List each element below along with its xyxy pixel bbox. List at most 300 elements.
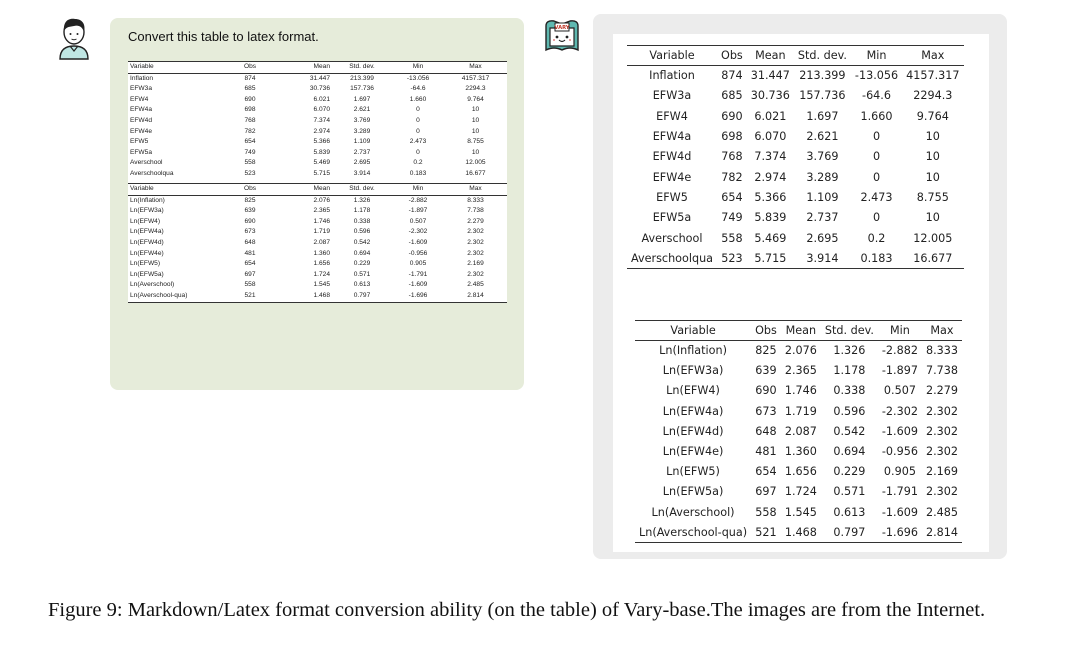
source-table-row	[128, 249, 507, 260]
output-cell: 0.905	[883, 465, 916, 479]
source-cell: 0.596	[353, 228, 371, 236]
source-cell: 1.746	[313, 217, 330, 225]
output-cell: 0	[872, 170, 881, 184]
output-table-row	[635, 341, 962, 361]
source-cell: -1.696	[392, 291, 444, 302]
source-table-image	[128, 61, 507, 303]
output-cell: Ln(EFW4d)	[662, 424, 724, 438]
response-panel	[593, 14, 1007, 559]
output-header-cell: Min	[878, 321, 922, 341]
output-cell: 654	[721, 190, 743, 204]
source-header-cell: Mean	[268, 62, 332, 74]
source-table-row	[128, 158, 507, 169]
output-cell: 558	[721, 231, 743, 245]
output-table-row	[635, 462, 962, 482]
output-cell: 2.621	[806, 130, 839, 144]
output-cell: 0.694	[833, 445, 866, 459]
output-cell: 698	[721, 130, 743, 144]
output-table-row	[635, 522, 962, 542]
source-cell: 8.755	[467, 138, 484, 146]
source-cell: 0.338	[353, 217, 371, 225]
output-cell: 2.473	[860, 190, 893, 204]
source-table-row	[128, 137, 507, 148]
source-cell: -2.302	[408, 228, 428, 236]
source-cell: 698	[244, 106, 256, 114]
output-cell: Ln(EFW4a)	[662, 404, 724, 418]
source-cell: 5.366	[313, 138, 330, 146]
source-cell: 5.469	[313, 159, 330, 167]
output-cell: 2.814	[922, 522, 962, 542]
source-cell: 4157.317	[461, 74, 490, 82]
source-cell: 157.736	[350, 85, 374, 93]
source-cell: -13.056	[406, 74, 430, 82]
source-cell: 5.715	[313, 169, 330, 177]
source-cell: 782	[244, 127, 256, 135]
source-cell: 2.737	[353, 148, 371, 156]
output-cell: EFW4	[656, 109, 688, 123]
source-cell: EFW4	[130, 95, 149, 103]
source-header-cell: Min	[392, 62, 444, 74]
source-cell: 2.302	[467, 239, 484, 246]
output-cell: Ln(Averschool-qua)	[635, 522, 751, 542]
output-cell: 690	[755, 384, 777, 398]
source-cell: EFW4d	[130, 116, 152, 124]
output-cell: 157.736	[799, 89, 846, 103]
output-table-row	[627, 248, 964, 268]
output-table-row	[635, 441, 962, 461]
output-cell: 1.656	[784, 465, 817, 479]
output-cell: 1.360	[784, 445, 817, 459]
output-header-cell: Std. dev.	[794, 46, 851, 66]
output-cell: 558	[755, 505, 777, 519]
source-cell: EFW4e	[130, 127, 152, 135]
source-header-cell: Std. dev.	[332, 62, 392, 74]
source-cell: Ln(EFW4a)	[130, 228, 164, 236]
source-cell: -0.956	[408, 249, 428, 257]
source-cell: 6.021	[313, 95, 330, 103]
source-cell: 697	[244, 270, 256, 278]
output-cell: 2.076	[784, 344, 817, 358]
source-cell: 0.694	[353, 249, 371, 257]
source-cell: 2.076	[313, 196, 330, 204]
output-cell: 0	[872, 211, 881, 225]
source-cell: 768	[244, 116, 256, 124]
output-cell: 5.839	[754, 211, 787, 225]
source-cell: 685	[244, 85, 256, 93]
source-cell: Ln(EFW5)	[130, 260, 161, 268]
source-header-cell: Max	[444, 184, 507, 196]
output-cell: -1.897	[881, 364, 918, 378]
source-table-row	[128, 84, 507, 95]
output-cell: 8.755	[916, 190, 949, 204]
source-cell: 9.764	[467, 95, 484, 103]
source-cell: 0.507	[409, 217, 427, 225]
output-table-row	[627, 228, 964, 248]
user-avatar-icon	[58, 16, 90, 60]
output-cell: 1.724	[784, 485, 817, 499]
source-cell: -64.6	[410, 85, 426, 93]
source-table-row	[128, 148, 507, 159]
source-cell: 673	[244, 228, 256, 236]
output-cell: 0	[872, 130, 881, 144]
output-cell: 0.507	[883, 384, 916, 398]
prompt-bubble	[110, 18, 524, 390]
output-table-row	[635, 401, 962, 421]
source-cell: 0	[416, 148, 420, 156]
output-cell: -2.302	[881, 404, 918, 418]
output-cell: 697	[755, 485, 777, 499]
source-cell: 639	[244, 207, 256, 215]
output-cell: 0.571	[833, 485, 866, 499]
output-cell: Inflation	[649, 69, 695, 83]
output-table-row	[627, 147, 964, 167]
output-cell: 12.005	[913, 231, 953, 245]
source-cell: 2.485	[467, 281, 484, 289]
source-cell: 1.656	[313, 260, 330, 268]
source-cell: 654	[244, 260, 256, 268]
source-cell: 0.229	[353, 260, 371, 268]
source-cell: 2.302	[467, 228, 484, 236]
output-cell: 2294.3	[913, 89, 953, 103]
source-cell: 3.769	[353, 116, 371, 124]
output-table-row	[627, 167, 964, 187]
source-cell: Ln(Inflation)	[130, 196, 165, 204]
output-cell: 2.279	[925, 384, 958, 398]
source-cell: EFW4a	[130, 106, 152, 114]
output-cell: 2.974	[754, 170, 787, 184]
source-cell: EFW5	[130, 138, 149, 146]
source-cell: Averschoolqua	[130, 169, 174, 177]
source-cell: 0	[416, 106, 420, 114]
output-cell: 523	[717, 248, 747, 268]
source-cell: 31.447	[309, 74, 330, 82]
output-cell: 2.169	[925, 465, 958, 479]
source-cell: 1.719	[313, 228, 330, 236]
source-cell: 1.660	[409, 95, 427, 103]
source-cell: 523	[244, 169, 256, 177]
rendered-output	[613, 34, 989, 552]
output-table-row	[627, 106, 964, 126]
output-cell: 7.738	[925, 364, 958, 378]
output-cell: 1.660	[860, 109, 893, 123]
output-cell: 5.469	[754, 231, 787, 245]
output-table-row	[627, 208, 964, 228]
source-table-header-row-2	[128, 184, 507, 196]
source-table-row	[128, 169, 507, 180]
output-table-row	[635, 482, 962, 502]
source-cell: 0.571	[353, 270, 371, 278]
output-cell: 481	[755, 445, 777, 459]
output-cell: 10	[925, 150, 940, 164]
output-cell: Ln(Averschool)	[651, 505, 735, 519]
source-cell: Averschool	[130, 159, 163, 167]
output-cell: 7.374	[754, 150, 787, 164]
source-cell: 3.289	[353, 127, 371, 135]
output-cell: 2.365	[784, 364, 817, 378]
output-cell: 1.468	[781, 522, 821, 542]
output-cell: 0	[872, 150, 881, 164]
output-header-cell: Variable	[635, 321, 751, 341]
output-cell: Averschoolqua	[627, 248, 717, 268]
output-cell: EFW3a	[652, 89, 692, 103]
output-table-row	[627, 126, 964, 146]
output-cell: 1.719	[784, 404, 817, 418]
output-header-cell: Obs	[717, 46, 747, 66]
source-cell: 749	[244, 148, 256, 156]
source-cell: -1.897	[408, 207, 428, 215]
source-cell: 648	[244, 239, 256, 246]
output-cell: 768	[721, 150, 743, 164]
source-cell: 1.724	[313, 270, 330, 278]
source-table-row	[128, 291, 507, 302]
source-cell: 0.183	[409, 169, 427, 177]
source-table-row	[128, 116, 507, 127]
output-table-row	[635, 381, 962, 401]
source-cell: 2.169	[467, 260, 484, 268]
output-cell: 749	[721, 211, 743, 225]
output-cell: -2.882	[881, 344, 918, 358]
source-table-row	[128, 206, 507, 217]
source-cell: 0.797	[332, 291, 392, 302]
output-header-cell: Max	[922, 321, 962, 341]
output-header-cell: Obs	[751, 321, 781, 341]
output-table-row	[627, 187, 964, 207]
output-cell: -64.6	[862, 89, 891, 103]
source-cell: 10	[471, 106, 480, 114]
source-cell: Ln(EFW4e)	[130, 249, 164, 257]
source-cell: 8.333	[467, 196, 484, 204]
output-cell: 2.737	[806, 211, 839, 225]
source-header-cell: Variable	[128, 184, 232, 196]
source-cell: 2.087	[313, 239, 330, 246]
output-cell: 1.326	[833, 344, 866, 358]
output-cell: Ln(EFW4e)	[662, 445, 724, 459]
output-cell: 0.596	[833, 404, 866, 418]
source-cell: 0.613	[353, 281, 371, 289]
output-cell: 1.545	[784, 505, 817, 519]
output-cell: -0.956	[881, 445, 918, 459]
source-header-cell: Max	[444, 62, 507, 74]
source-table-row	[128, 195, 507, 206]
output-header-cell: Max	[902, 46, 963, 66]
source-header-cell: Variable	[128, 62, 232, 74]
output-cell: -1.791	[881, 485, 918, 499]
source-table	[128, 61, 507, 303]
output-cell: 0.183	[851, 248, 902, 268]
output-cell: 1.178	[833, 364, 866, 378]
output-cell: 825	[755, 344, 777, 358]
source-cell: 3.914	[353, 169, 371, 177]
output-cell: 3.914	[794, 248, 851, 268]
output-cell: 2.695	[806, 231, 839, 245]
source-cell: 10	[471, 116, 480, 124]
source-cell: 0.2	[413, 159, 423, 167]
source-cell: Ln(EFW5a)	[130, 270, 164, 278]
output-cell: 0.338	[833, 384, 866, 398]
output-cell: -1.609	[881, 424, 918, 438]
prompt-text: Convert this table to latex format.	[128, 29, 319, 44]
source-table-row	[128, 280, 507, 291]
output-cell: EFW5a	[652, 211, 692, 225]
output-table-row	[635, 421, 962, 441]
source-cell: 2.302	[467, 249, 484, 257]
output-cell: EFW4d	[652, 150, 692, 164]
output-cell: 3.769	[806, 150, 839, 164]
source-table-row	[128, 238, 507, 249]
source-cell: 0	[416, 116, 420, 124]
output-cell: 213.399	[799, 69, 846, 83]
source-cell: 0.542	[353, 239, 371, 246]
vary-bot-avatar-icon	[542, 16, 582, 56]
source-cell: 2.302	[467, 270, 484, 278]
output-cell: 0.613	[833, 505, 866, 519]
source-cell: 12.005	[465, 159, 486, 167]
source-table-row	[128, 259, 507, 270]
source-cell: 690	[244, 217, 256, 225]
output-cell: 31.447	[750, 69, 790, 83]
output-header-cell: Mean	[781, 321, 821, 341]
source-cell: 10	[471, 148, 480, 156]
output-table-2	[635, 320, 962, 543]
output-cell: 690	[721, 109, 743, 123]
output-header-row	[627, 46, 964, 66]
source-cell: 7.374	[313, 116, 330, 124]
output-cell: 2.302	[925, 424, 958, 438]
source-cell: 5.839	[313, 148, 330, 156]
source-cell: 0	[416, 127, 420, 135]
output-table-row	[627, 86, 964, 106]
source-cell: 2.974	[313, 127, 330, 135]
source-cell: 1.545	[313, 281, 330, 289]
output-header-cell: Variable	[627, 46, 717, 66]
output-cell: 648	[755, 424, 777, 438]
output-cell: 2.087	[784, 424, 817, 438]
output-cell: 2.302	[925, 404, 958, 418]
output-table-row	[627, 66, 964, 86]
output-header-row	[635, 321, 962, 341]
source-cell: 825	[244, 196, 256, 204]
source-header-cell: Mean	[268, 184, 332, 196]
output-cell: 6.070	[754, 130, 787, 144]
source-table-row	[128, 105, 507, 116]
source-table-row	[128, 95, 507, 106]
output-cell: Ln(EFW5a)	[662, 485, 724, 499]
source-cell: 1.109	[353, 138, 371, 146]
source-table-row	[128, 73, 507, 84]
output-cell: 8.333	[925, 344, 958, 358]
source-cell: 1.326	[353, 196, 371, 204]
output-cell: EFW4a	[652, 130, 692, 144]
output-cell: 6.021	[754, 109, 787, 123]
source-cell: 2.365	[313, 207, 330, 215]
output-cell: 639	[755, 364, 777, 378]
source-cell: Ln(Averschool)	[130, 281, 175, 289]
source-table-row	[128, 227, 507, 238]
source-cell: 1.360	[313, 249, 330, 257]
output-cell: 10	[925, 211, 940, 225]
source-cell: 874	[244, 74, 256, 82]
output-cell: 2.302	[925, 445, 958, 459]
source-cell: -1.791	[408, 270, 428, 278]
source-cell: 0.905	[409, 260, 427, 268]
output-table-row	[635, 502, 962, 522]
output-cell: EFW5	[656, 190, 688, 204]
source-cell: 558	[244, 281, 256, 289]
output-cell: 1.746	[784, 384, 817, 398]
source-cell: 690	[244, 95, 256, 103]
output-cell: 0.2	[867, 231, 886, 245]
source-cell: Ln(EFW4d)	[130, 239, 164, 246]
output-cell: 874	[721, 69, 743, 83]
output-cell: -1.609	[881, 505, 918, 519]
output-cell: 2.302	[925, 485, 958, 499]
source-cell: 6.070	[313, 106, 330, 114]
source-cell: -2.882	[408, 196, 428, 204]
vary-badge-text: VARY	[554, 25, 570, 32]
source-cell: Ln(EFW3a)	[130, 207, 164, 215]
source-cell: Inflation	[130, 74, 154, 82]
source-table-row	[128, 217, 507, 228]
source-cell: Ln(Averschool-qua)	[128, 291, 232, 302]
output-cell: 673	[755, 404, 777, 418]
source-cell: 30.736	[309, 85, 330, 93]
output-cell: 30.736	[750, 89, 790, 103]
source-cell: 2.473	[409, 138, 427, 146]
source-cell: 2.279	[467, 217, 484, 225]
source-header-cell: Obs	[232, 62, 268, 74]
source-header-cell: Obs	[232, 184, 268, 196]
source-table-row	[128, 270, 507, 281]
output-cell: 0.797	[821, 522, 878, 542]
source-cell: 2.814	[444, 291, 507, 302]
output-cell: 10	[925, 170, 940, 184]
output-cell: 4157.317	[906, 69, 960, 83]
output-cell: 5.366	[754, 190, 787, 204]
output-cell: EFW4e	[652, 170, 692, 184]
output-cell: Ln(EFW3a)	[662, 364, 724, 378]
source-cell: 1.468	[268, 291, 332, 302]
output-cell: Averschool	[641, 231, 703, 245]
output-cell: 3.289	[806, 170, 839, 184]
source-cell: 213.399	[350, 74, 374, 82]
source-cell: 521	[232, 291, 268, 302]
source-table-row	[128, 127, 507, 138]
source-header-cell: Std. dev.	[332, 184, 392, 196]
source-cell: EFW3a	[130, 85, 152, 93]
output-cell: 1.109	[806, 190, 839, 204]
source-cell: 558	[244, 159, 256, 167]
source-cell: 2.621	[353, 106, 371, 114]
source-cell: -1.609	[408, 239, 428, 246]
output-table-1	[627, 45, 964, 269]
output-cell: -13.056	[854, 69, 899, 83]
output-cell: -1.696	[878, 522, 922, 542]
source-cell: 2.695	[353, 159, 371, 167]
output-cell: 2.485	[925, 505, 958, 519]
source-cell: 2294.3	[465, 85, 486, 93]
output-header-cell: Mean	[747, 46, 794, 66]
output-cell: 5.715	[747, 248, 794, 268]
source-table-header-row	[128, 62, 507, 74]
source-cell: EFW5a	[130, 148, 152, 156]
output-cell: 654	[755, 465, 777, 479]
source-cell: Ln(EFW4)	[130, 217, 161, 225]
output-cell: 685	[721, 89, 743, 103]
output-cell: 0.229	[833, 465, 866, 479]
output-cell: 782	[721, 170, 743, 184]
source-cell: 7.738	[467, 207, 484, 215]
output-cell: Ln(EFW5)	[666, 465, 720, 479]
